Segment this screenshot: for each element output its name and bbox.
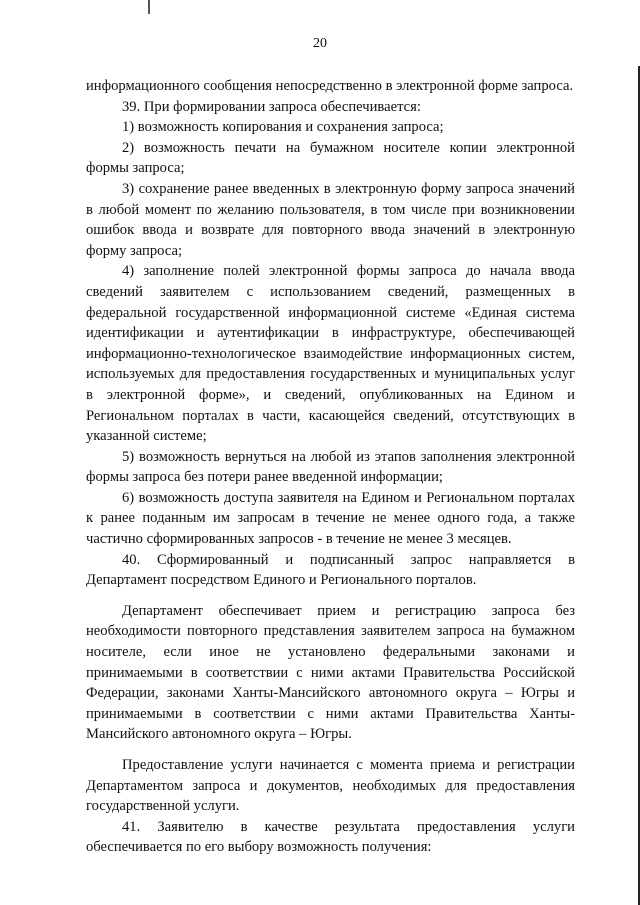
paragraph: Департамент обеспечивает прием и регистрацию запроса без необходимости повторного представления заявителем запроса на бумажном носителе, если иное не установлено федеральными законами и принимаемыми в соответствии с ними актами Правительства Российской Федерации, законами Ханты-Мансийского автономного округа – Югры и принимаемыми в соответствии с ними актами Правительства Ханты-Мансийского автономного округа – Югры. xyxy=(86,602,575,743)
list-item: 2) возможность печати на бумажном носителе копии электронной формы запроса; xyxy=(86,139,575,177)
document-body xyxy=(86,76,575,858)
paragraph: 39. При формировании запроса обеспечивается: xyxy=(122,98,421,115)
list-item: 4) заполнение полей электронной формы запроса до начала ввода сведений заявителем с использованием сведений, размещенных в федеральной государственной информационной системе «Единая система идентификации и аутентификации в инфраструктуре, обеспечивающей информационно-технологическое взаимодействие информационных систем, используемых для предоставления государственных и муниципальных услуг в электронной форме», и сведений, опубликованных на Едином и Региональном порталах в части, касающейся сведений, отсутствующих в указанной системе; xyxy=(86,263,575,445)
paragraph: 41. Заявителю в качестве результата предоставления услуги обеспечивается по его выбору возможность получения: xyxy=(86,818,575,856)
list-item: 3) сохранение ранее введенных в электронную форму запроса значений в любой момент по желанию пользователя, в том числе при возникновении ошибок ввода и возврате для повторного ввода значений в электронную форму запроса; xyxy=(86,180,575,259)
list-item: 1) возможность копирования и сохранения запроса; xyxy=(122,119,444,136)
paragraph: Предоставление услуги начинается с момента приема и регистрации Департаментом запроса и документов, необходимых для предоставления государственной услуги. xyxy=(86,757,575,815)
list-item: 5) возможность вернуться на любой из этапов заполнения электронной формы запроса без потери ранее введенной информации; xyxy=(86,448,575,486)
paragraph: 40. Сформированный и подписанный запрос направляется в Департамент посредством Единого и Регионального порталов. xyxy=(86,551,575,589)
paragraph: информационного сообщения непосредственно в электронной форме запроса. xyxy=(86,78,574,94)
list-item: 6) возможность доступа заявителя на Едином и Региональном порталах к ранее поданным им запросам в течение не менее одного года, а также частично сформированных запросов - в течение не менее 3 месяцев. xyxy=(86,489,575,548)
scan-artifact-mark xyxy=(148,0,150,14)
page-number: 20 xyxy=(313,36,327,51)
